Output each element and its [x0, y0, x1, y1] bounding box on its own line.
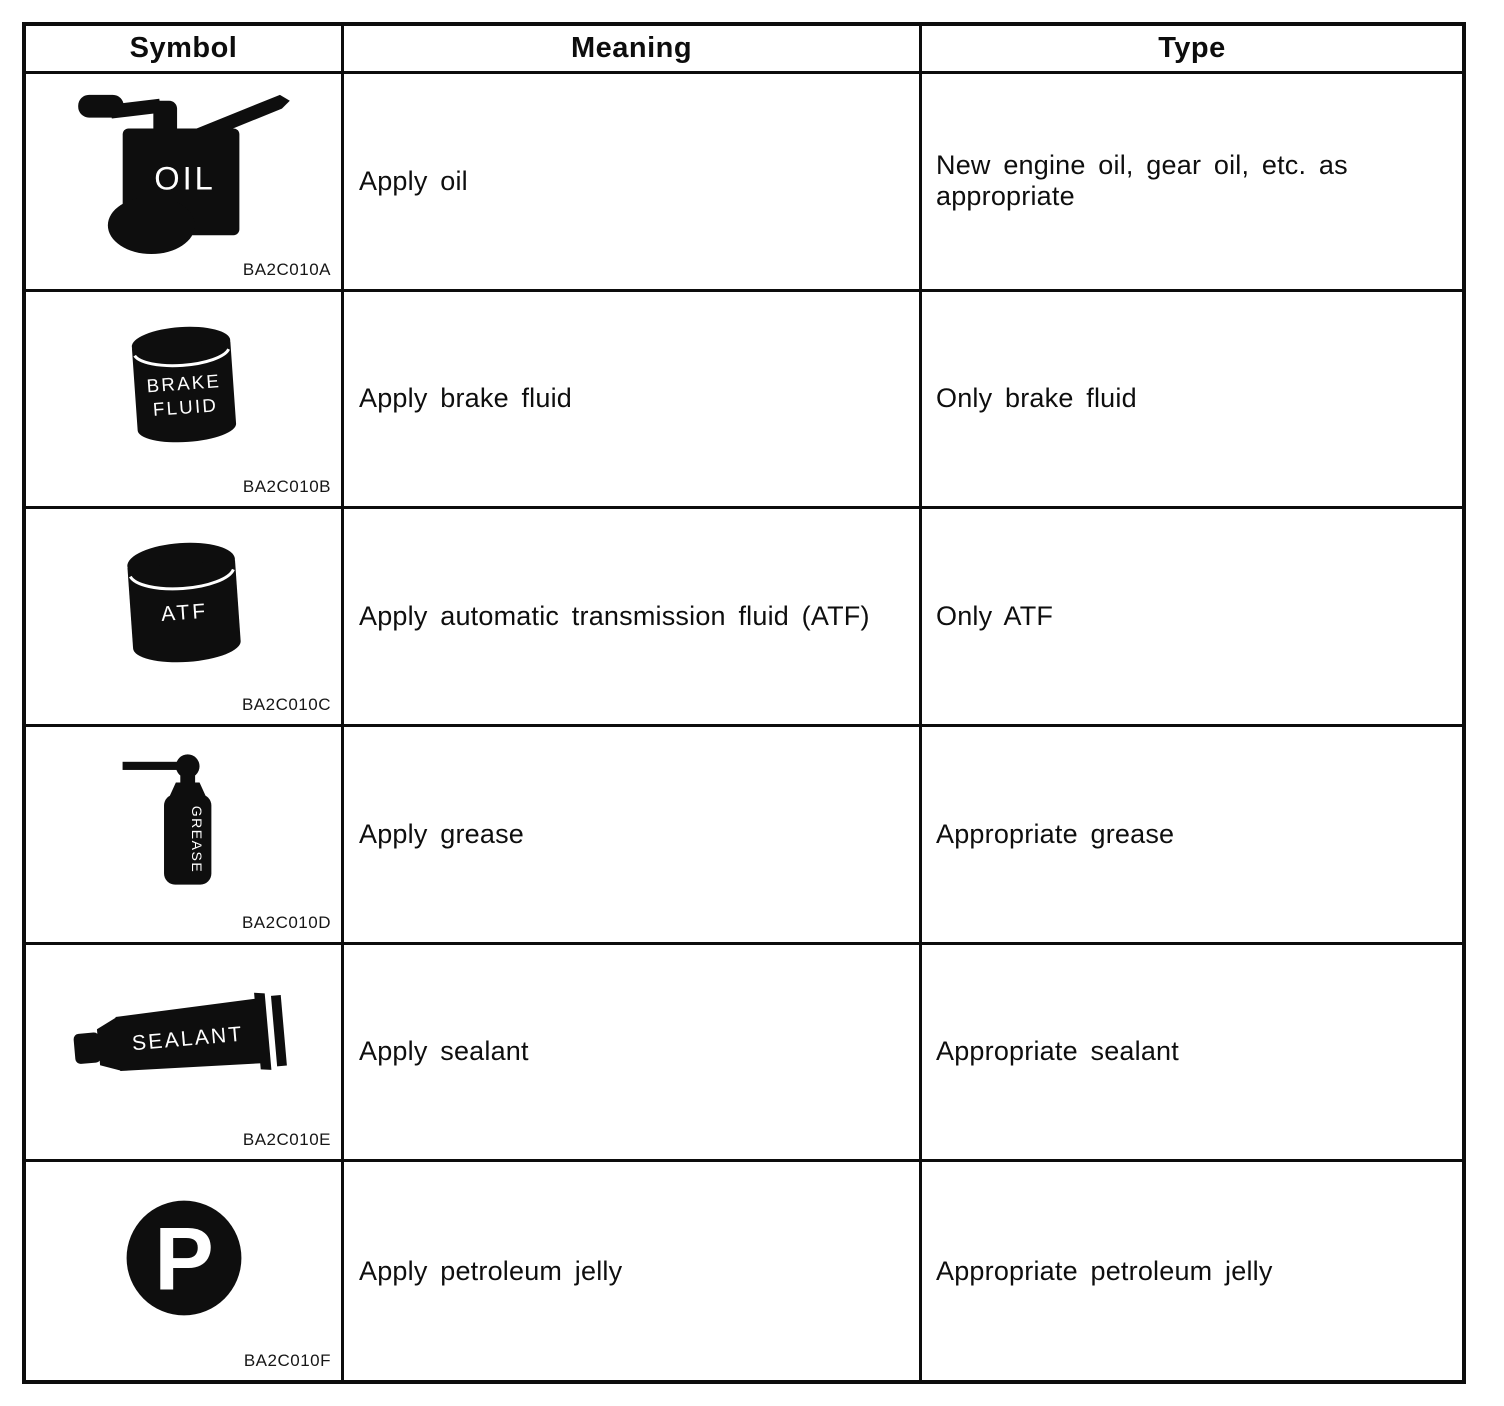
symbol-cell-brake-fluid [26, 292, 344, 510]
grease-spray-icon [121, 747, 247, 895]
type-cell: Only brake fluid [922, 292, 1462, 510]
figure-code: BA2C010E [242, 1130, 331, 1150]
table-row [26, 727, 1462, 945]
oil-can-label: OIL [153, 160, 216, 198]
table-row [26, 1162, 1462, 1380]
figure-code: BA2C010C [241, 695, 331, 714]
brake-fluid-can-icon [124, 315, 244, 457]
header-cell-meaning: Meaning [344, 26, 922, 74]
type-cell: Only ATF [922, 509, 1462, 727]
meaning-cell: Apply petroleum jelly [344, 1162, 922, 1380]
brake-fluid-label-line2: FLUID [151, 394, 219, 420]
table-row [26, 292, 1462, 510]
symbol-cell-atf [26, 509, 344, 727]
type-cell: New engine oil, gear oil, etc. as appropriate [922, 74, 1462, 292]
header-cell-symbol: Symbol [26, 26, 344, 74]
meaning-cell: Apply brake fluid [344, 292, 922, 510]
table-row [26, 945, 1462, 1163]
symbol-cell-sealant [26, 945, 344, 1163]
sealant-tube-icon [71, 990, 297, 1088]
header-cell-type: Type [922, 26, 1462, 74]
brake-fluid-label-line1: BRAKE [145, 370, 222, 397]
meaning-cell: Apply oil [344, 74, 922, 292]
symbol-cell-petroleum-jelly [26, 1162, 344, 1380]
petroleum-jelly-label: P [153, 1208, 214, 1309]
grease-label: GREASE [188, 806, 205, 874]
atf-can-icon [120, 531, 248, 677]
figure-code: BA2C010D [241, 912, 331, 932]
table-row [26, 509, 1462, 727]
atf-label: ATF [159, 599, 209, 626]
figure-code: BA2C010A [242, 259, 331, 279]
type-cell: Appropriate petroleum jelly [922, 1162, 1462, 1380]
meaning-cell: Apply sealant [344, 945, 922, 1163]
symbol-cell-grease [26, 727, 344, 945]
type-cell: Appropriate grease [922, 727, 1462, 945]
table-row [26, 74, 1462, 292]
petroleum-jelly-icon [123, 1197, 245, 1319]
symbol-cell-oil [26, 74, 344, 292]
sealant-label: SEALANT [130, 1022, 245, 1056]
symbol-meaning-type-table [22, 22, 1466, 1384]
figure-code: BA2C010F [243, 1351, 331, 1370]
type-cell: Appropriate sealant [922, 945, 1462, 1163]
table-header-row [26, 26, 1462, 74]
figure-code: BA2C010B [242, 477, 331, 497]
oil-can-icon [70, 79, 298, 257]
meaning-cell: Apply automatic transmission fluid (ATF) [344, 509, 922, 727]
meaning-cell: Apply grease [344, 727, 922, 945]
